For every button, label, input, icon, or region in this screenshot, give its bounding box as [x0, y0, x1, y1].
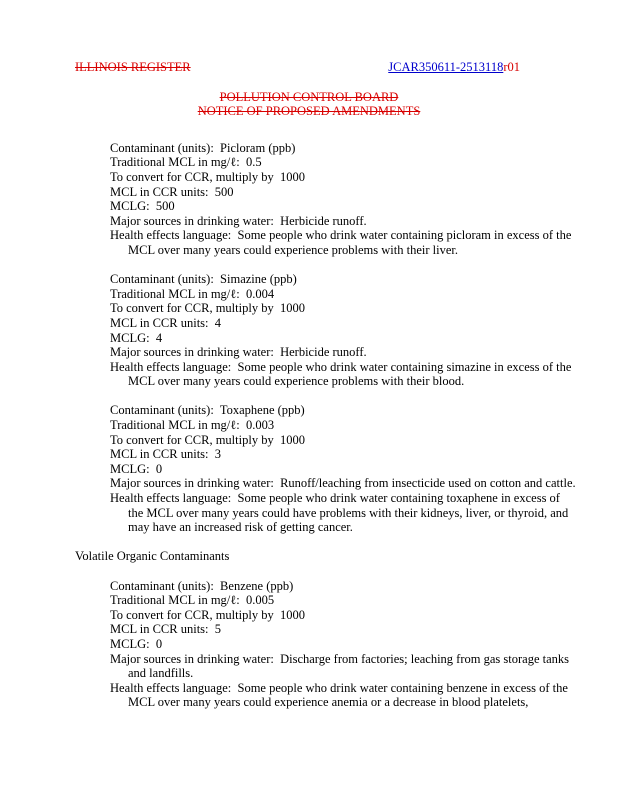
- document-line: Traditional MCL in mg/ℓ: 0.5: [110, 155, 262, 170]
- document-line: Health effects language: Some people who drink water containing picloram in excess of the MCL over many years could experience problems with their liver.: [110, 228, 575, 257]
- document-line: MCL in CCR units: 500: [110, 184, 234, 199]
- document-line: MCLG: 500: [110, 199, 175, 214]
- document-line: MCL in CCR units: 5: [110, 622, 222, 637]
- document-line: Major sources in drinking water: Runoff/leaching from insecticide used on cotton and cattle.: [110, 476, 576, 491]
- document-line: MCLG: 0: [110, 636, 163, 651]
- document-line: MCLG: 4: [110, 330, 163, 345]
- document-line: Major sources in drinking water: Herbicide runoff.: [110, 345, 367, 360]
- document-line: Contaminant (units): Simazine (ppb): [110, 272, 297, 287]
- document-line: To convert for CCR, multiply by 1000: [110, 169, 305, 184]
- section-heading: Volatile Organic Contaminants: [75, 549, 230, 564]
- document-line: Traditional MCL in mg/ℓ: 0.005: [110, 593, 275, 608]
- document-line: Traditional MCL in mg/ℓ: 0.004: [110, 286, 275, 301]
- contaminant-block: [110, 403, 578, 534]
- contaminant-block: [110, 141, 578, 258]
- jcar-reference: [388, 60, 520, 75]
- document-line: Contaminant (units): Benzene (ppb): [110, 578, 294, 593]
- register-title: ILLINOIS REGISTER: [75, 60, 191, 74]
- document-line: To convert for CCR, multiply by 1000: [110, 432, 305, 447]
- contaminant-block: [110, 272, 578, 389]
- document-body: [75, 141, 578, 710]
- document-line: Contaminant (units): Picloram (ppb): [110, 140, 296, 155]
- document-line: Major sources in drinking water: Herbicide runoff.: [110, 213, 367, 228]
- document-titles: [0, 90, 618, 119]
- contaminant-block: [110, 579, 578, 710]
- document-line: Major sources in drinking water: Discharge from factories; leaching from gas storage tanks and landfills.: [110, 651, 573, 681]
- document-line: Traditional MCL in mg/ℓ: 0.003: [110, 418, 275, 433]
- document-line: Contaminant (units): Toxaphene (ppb): [110, 403, 305, 418]
- document-line: MCLG: 0: [110, 461, 163, 476]
- document-line: Health effects language: Some people who drink water containing benzene in excess of the MCL over many years could experience anemia or a decrease in blood platelets,: [110, 680, 572, 710]
- document-line: Health effects language: Some people who drink water containing toxaphene in excess of the MCL over many years could have problems with their kidneys, liver, or thyroid, and may have an increased risk of getting cancer.: [110, 491, 572, 535]
- board-title: POLLUTION CONTROL BOARD: [219, 89, 399, 104]
- document-line: MCL in CCR units: 3: [110, 447, 222, 462]
- document-line: To convert for CCR, multiply by 1000: [110, 301, 305, 316]
- document-header: [75, 60, 578, 75]
- document-line: Health effects language: Some people who drink water containing simazine in excess of the MCL over many years could experience problems with their blood.: [110, 359, 575, 389]
- jcar-link[interactable]: JCAR350611-2513118: [388, 60, 504, 74]
- notice-title: NOTICE OF PROPOSED AMENDMENTS: [197, 104, 421, 119]
- jcar-link-suffix: r01: [503, 60, 520, 74]
- document-line: To convert for CCR, multiply by 1000: [110, 607, 305, 622]
- document-line: MCL in CCR units: 4: [110, 315, 222, 330]
